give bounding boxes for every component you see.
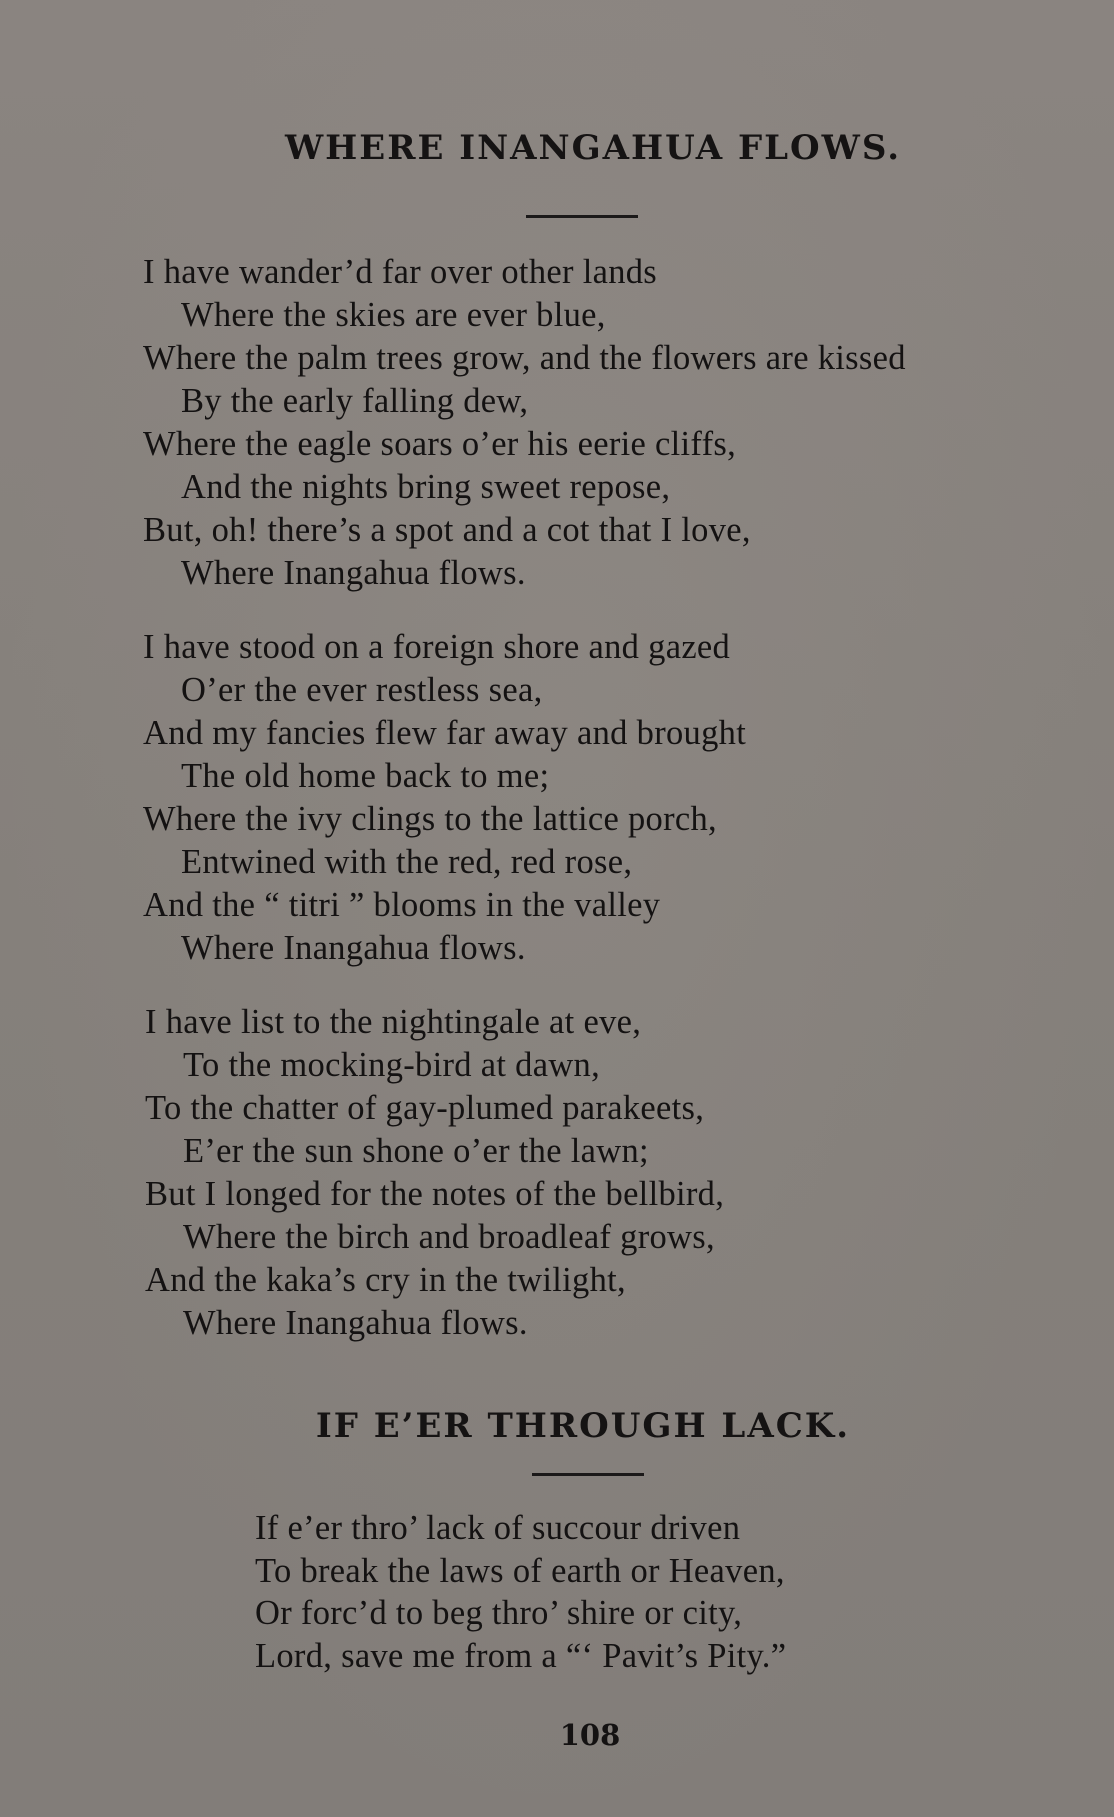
poem-line: Where the palm trees grow, and the flowers are kissed <box>143 339 906 377</box>
poem-line: Where Inangahua flows. <box>181 554 526 592</box>
poem-line: Where Inangahua flows. <box>183 1304 528 1342</box>
poem-line: But, oh! there’s a spot and a cot that I love, <box>143 511 751 549</box>
poem-line: Lord, save me from a “‘ Pavit’s Pity.” <box>255 1636 787 1675</box>
poem-line: The old home back to me; <box>181 757 550 795</box>
poem-line: To break the laws of earth or Heaven, <box>255 1551 785 1590</box>
poem-line: But I longed for the notes of the bellbird, <box>145 1175 725 1213</box>
poem-line: I have list to the nightingale at eve, <box>145 1003 642 1041</box>
poem-line: Where Inangahua flows. <box>181 929 526 967</box>
poem-title-if-eer-through-lack: IF E’ER THROUGH LACK. <box>315 1406 851 1446</box>
poem-stanza-3 <box>145 1001 1045 1345</box>
poem-line: Where the eagle soars o’er his eerie cliffs, <box>143 425 737 463</box>
poem-line: If e’er thro’ lack of succour driven <box>255 1509 741 1547</box>
poem-line: Where the ivy clings to the lattice porch, <box>143 800 717 838</box>
poem-line: I have wander’d far over other lands <box>143 253 658 291</box>
poem-title-where-inangahua-flows: WHERE INANGAHUA FLOWS. <box>284 128 902 168</box>
poem-line: O’er the ever restless sea, <box>181 671 543 709</box>
poem-line: Where the skies are ever blue, <box>181 296 606 334</box>
title-divider-rule <box>532 1473 644 1476</box>
poem-line: By the early falling dew, <box>181 382 529 420</box>
poem-line: To the mocking-bird at dawn, <box>183 1046 601 1084</box>
page-number: 108 <box>559 1718 621 1752</box>
poem-quatrain <box>255 1507 1075 1677</box>
poem-line: Where the birch and broadleaf grows, <box>183 1218 715 1256</box>
poem-line: And the kaka’s cry in the twilight, <box>145 1261 626 1299</box>
poem-line: Or forc’d to beg thro’ shire or city, <box>255 1594 743 1632</box>
poem-line: And the “ titri ” blooms in the valley <box>143 886 661 924</box>
poem-line: And the nights bring sweet repose, <box>181 468 671 506</box>
poem-line: E’er the sun shone o’er the lawn; <box>183 1132 649 1170</box>
title-divider-rule <box>526 215 638 218</box>
poem-line: To the chatter of gay-plumed parakeets, <box>145 1089 705 1127</box>
poem-line: Entwined with the red, red rose, <box>181 843 633 881</box>
poem-stanza-1 <box>143 251 1043 595</box>
poem-line: I have stood on a foreign shore and gazed <box>143 628 731 666</box>
poem-stanza-2 <box>143 626 1043 970</box>
poem-line: And my fancies flew far away and brought <box>143 714 747 752</box>
